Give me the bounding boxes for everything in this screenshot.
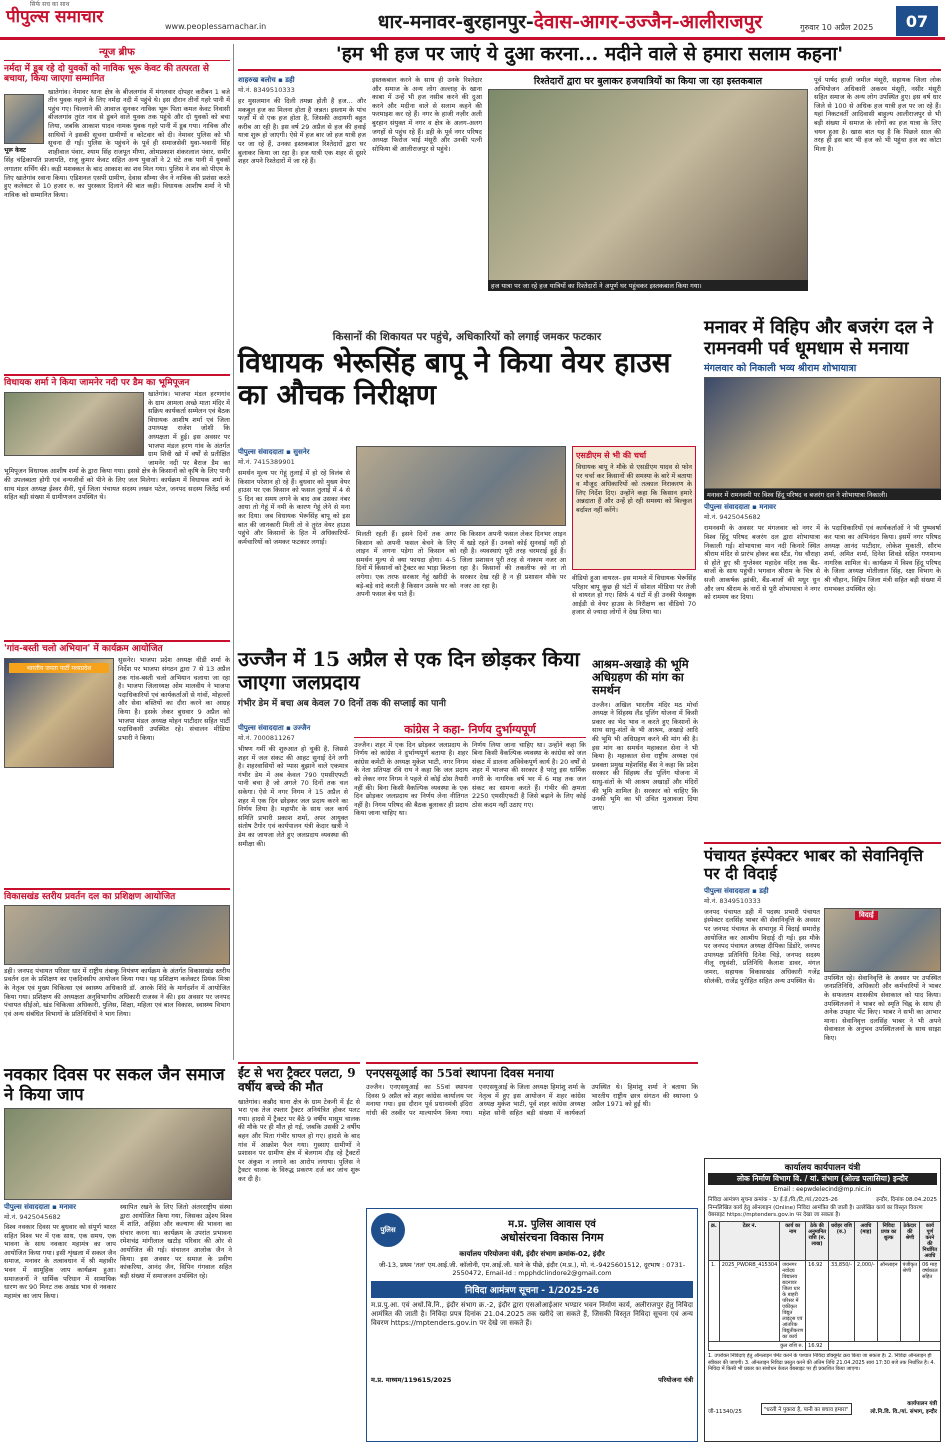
ujjain-col1: भीषण गर्मी की शुरुआत हो चुकी है, जिससे शहर में जल संकट की आहट सुनाई देने लगी है। शहरवासियों को प्यास बुझाने वाले एकमात्र गंभीर डेम में अब केवल 790 एमसीएफटी पानी बचा है जो अगले 70 दिनों तक चल सकेगा। ऐसे में नगर निगम ने 15 अप्रैल से शहर में एक दिन छोड़कर जल प्रदाय करने का निर्णय लिया है। महापौर के साथ जल कार्य समिति प्रभारी प्रकाश शर्मा, अपर आयुक्त संतोष टैगोर एवं कार्यपालन यंत्री केदार खत्री ने डेम का जायजा लेते हुए जलप्रदाय व्यवस्था की समीक्षा की। bbox=[238, 745, 348, 848]
navkar-story: नवकार दिवस पर सकल जैन समाज ने किया जाप पीपुल्स संवाददाता ▪ मनावर मो.नं. 9425045682 विश्व नवकार दिवस पर बुधवार को संपूर्ण भारत सहित विश्व भर में एक साथ, एक समय, एक भावना के साथ नवकार महामंत्र का जाप आयोजित किया गया। इसी शृंखला में सकल जैन समाज, मनावर के तत्वावधान में श्री महावीर भवन में सामूहिक जाप कार्यक्रम हुआ। समाजजनों ने धार्मिक परिधान में सामायिक धारण कर 90 मिनट तक अखंड भाव से नवकार महामंत्र का जाप किया। स्थापित रखने के लिए जितो अंतरराष्ट्रीय संस्था द्वारा आयोजित किया गया, जिसका उद्देश्य विश्व में शांति, अहिंसा और कल्याण की भावना का संचार करना था। कार्यक्रम के उपरांत प्रभावना रमेशचंद्र मांगीलाल खटोड़ परिवार की ओर से आयोजित की गई। संचालन आलोक जैन ने किया। इस अवसर पर समाज के प्रवीण कांकरिया, आनंद जैन, विपिन गंगवाल सहित बड़ी संख्या में समाजजन उपस्थित रहे। bbox=[4, 1066, 232, 1442]
sdm-box-title: एसडीएम से भी की चर्चा bbox=[576, 451, 647, 460]
pwd-col-header: कार्य पूर्ण करने की निर्धारित अवधि bbox=[920, 1222, 941, 1261]
boatman-photo-caption: भूरू केवट bbox=[4, 146, 26, 154]
pwd-signature-1: कार्यपालन यंत्री bbox=[907, 1401, 937, 1407]
weir-headline: विधायक भेरूसिंह बापू ने किया वेयर हाउस का औचक निरीक्षण bbox=[238, 346, 671, 412]
congress-headline: कांग्रेस ने कहा- निर्णय दुर्भाग्यपूर्ण bbox=[354, 724, 586, 738]
brief2-headline: विधायक शर्मा ने किया जामनेर नदी पर डैम का भूमिपूजन bbox=[4, 377, 190, 388]
pwd-table-header-row bbox=[709, 1222, 941, 1261]
pwd-cell: पंजीकृत श्रेणी bbox=[900, 1261, 920, 1342]
pwd-tender-ad bbox=[704, 1158, 941, 1442]
pwd-ref: जी-11340/25 bbox=[708, 1409, 742, 1415]
police-tender-ad bbox=[366, 1208, 698, 1442]
inspector-headline: पंचायत इंस्पेक्टर भाबर को सेवानिवृत्ति पर दी विदाई bbox=[704, 846, 924, 884]
pwd-cell: 16.92 bbox=[806, 1261, 829, 1342]
brief1-headline: नर्मदा में डूब रहे दो युवकों को नाविक भूरू केवट की तत्परता से बचाया, किया जाएगा सम्मानित bbox=[4, 64, 209, 85]
inspector-col2: उपस्थित रहे। सेवानिवृत्ति के अवसर पर उपस्थित जनप्रतिनिधि, अधिकारी और कर्मचारियों ने भाबर के सफलतम शासकीय सेवाकाल को याद किया। उपस्थितजनों ने भाबर को स्मृति चिह्न के साथ ही अनेक उपहार भेंट किए। भाबर ने सभी का आभार माना। सेवानिवृत्त दलसिंह भाबर ने भी अपने सेवाकाल के अनुभव उपस्थितजनों के साथ साझा किए। bbox=[824, 973, 941, 1042]
ujjain-subhead: गंभीर डेम में बचा अब केवल 70 दिनों तक की सप्लाई का पानी bbox=[238, 699, 446, 709]
pwd-cell: 33,850/- bbox=[828, 1261, 854, 1342]
ashram-headline: आश्रम-अखाड़े की भूमि अधिग्रहण की मांग का समर्थन bbox=[592, 657, 689, 698]
ramnavami-procession-photo bbox=[704, 377, 941, 489]
weir-col3: कि किसान अपनी फसल लेकर दिनभर लाइन में खड़े रहते हैं। उनको कोई सुनवाई नहीं हो रही है। व्यवस्थाएं पूरी तरह चरमराई हुई हैं। जिला प्रशासन पूरी तरह से नाकाम नजर आ रहा है। किसानों की तकलीफ को ना तो सरकार देख रही है न ही प्रशासन मौके पर नजर आ रहा है। bbox=[460, 530, 566, 590]
brief3-headline: 'गांव-बस्ती चलो अभियान' में कार्यक्रम आयोजित bbox=[4, 644, 163, 655]
nsui-body: उज्जैन। एनएसयूआई का 55वां स्थापना दिवस 9 अप्रैल को शहर कांग्रेस कार्यालय पर मनाया गया। इस दौरान पूर्व प्रधानमंत्री इंदिरा गांधी की तस्वीर पर माल्यार्पण किया गया। एनएसयूआई के जिला अध्यक्ष हिमांशु शर्मा के नेतृत्व में हुए इस आयोजन में शहर कांग्रेस अध्यक्ष मुकेश भाटी, पूर्व शहर कांग्रेस अध्यक्ष महेश सोनी सहित बड़ी संख्या में कार्यकर्ता उपस्थित थे। हिमांशु शर्मा ने बताया कि भारतीय राष्ट्रीय छात्र संगठन की स्थापना 9 अप्रैल 1971 को हुई थी। bbox=[366, 1083, 698, 1117]
weir-location: सुसनेर bbox=[293, 448, 310, 456]
region-part-2: देवास-आगर-उज्जैन-आलीराजपुर bbox=[533, 11, 763, 33]
hajj-col3: पूर्व पार्षद हाजी जमील मंसूरी, सहायक जिला लोक अभियोजन अधिकारी अकरम मंसूरी, नसीर मंसूरी सहित समाज के अन्य लोग उपस्थित हुए। इस वर्ष धार जिले से 100 से अधिक हज यात्री हज पर जा रहे हैं। यहां निकटवर्ती आदिवासी बाहुल्य आलीराजपुर से भी बड़ी संख्या में समाज के लोगों का हज यात्रा के लिए चयन हुआ है। खास बात यह है कि पिछले साल की तरह ही इस बार भी हज को भी पहुंचा हज का कोटा मिला है। bbox=[814, 76, 941, 153]
news-brief-label: न्यूज ब्रीफ bbox=[4, 44, 230, 61]
column-divider bbox=[233, 44, 234, 1060]
pwd-total-row bbox=[709, 1342, 941, 1351]
brief1-body: खातेगांव। नेमावर थाना क्षेत्र के बीजलगांव में मंगलवार दोपहर करीबन 1 बजे तीन युवक नहाने के लिए नर्मदा नदी में पहुंचे थे। इस दौरान तीनों गहरे पानी में पहुंच गए। चिल्लाने की आवाज सुनकर नाविक भूरू पिता कमल केवट निवासी बीजलगांव तुरंत नाव से डूबने वाले युवक तक पहुंचे और दो युवकों को बचा लिया, जबकि आकाश यादव नामक युवक गहरे पानी में डूब गया। नाविक और साथियों ने इसकी सूचना ग्रामीणों व कोटवार को दी। नेमावर पुलिस को भी सूचना दी गई। पुलिस के पहुंचने के पूर्व ही समाजसेवी युवा-भवानी सिंह शाहीवाल पंवार, श्याम सिंह राजपूत मीणा, ओमप्रकाश शंकरलाल पंवार, समीर सिंह चंद्रिकापति प्रजापति, राजू कुमार केवट सहित अन्य युवाओं ने 2 घंटे तक पानी में युवकों लगातार सर्चिंग की। कड़ी मशक्कत के बाद आकाश का शव मिल गया। पुलिस ने शव को पीएम के लिए खातेगांव रवाना किया। एडिशनल एसपी ग्रामीण, देवास सौम्या जैन ने नाविक की प्रशंसा करते हुए कलेक्टर से 10 हजार रु. का पुरस्कार दिलाने की बात कही। विधायक आशीष शर्मा ने भी नाविक को सम्मानित किया। bbox=[4, 87, 230, 199]
police-emblem-icon: पुलिस bbox=[371, 1213, 405, 1247]
navkar-byline: पीपुल्स संवाददाता bbox=[4, 1203, 50, 1212]
hajj-photo-caption: हज यात्रा पर जा रहे हज यात्रियों का रिश्तेदारों ने अपूर्ण घर पहुंचकर इस्तकबाल किया गया। bbox=[488, 280, 808, 291]
inspector-location: डही bbox=[759, 886, 769, 895]
farewell-banner: विदाई bbox=[855, 911, 878, 920]
weir-mobile: मो.नं. 7415389901 bbox=[238, 458, 295, 466]
website-url[interactable]: www.peoplessamachar.in bbox=[165, 22, 267, 31]
hajj-byline: शाहरुख बलोच bbox=[238, 76, 276, 84]
pwd-col-header: अवधि (माह) bbox=[854, 1222, 877, 1261]
weir-byline: पीपुल्स संवाददाता bbox=[238, 448, 284, 456]
hajj-story: 'हम भी हज पर जाएं ये दुआ करना... मदीने वाले से हमारा सलाम कहना' शाहरुख बलोच ▪ डही मो.नं. 8349510333 हर मुसलमान की दिली तमन्ना होती है हज... और मकबूल हज का मिलना होता है जन्नत। इस्लाम के पांच फर्ज़ों में से एक हज होता है, जिसकी अदायगी बहुत करीब आ रही है। इस वर्ष 29 अप्रैल से हज की हवाई यात्रा शुरू हो जाएगी। ऐसे में हज बार जो हज यात्री हज पर जा रहे हैं, उनका इस्तकबाल रिश्तेदारों द्वारा घर बुलाकर किया जा रहा है। हज यात्री एक शहर से दूसरे शहर अपने रिश्तेदारों में जा रहे हैं। इस्तकबाल करने के साथ ही उनके रिश्तेदार और समाज के अन्य लोग अल्लाह के खाना काबा में उन्हें भी हज नसीब करने की दुआ करने और मदीना वाले से सलाम कहने की फरमाइश कर रहे हैं। नगर के हाजी नज़ीर अली बुरहान संयुक्त में नगर व क्षेत्र के अलग-अलग जगहों से पहुंच रहे हैं। डही के पूर्व नगर परिषद अध्यक्ष फिरोज भाई मंसूरी और उनकी पत्नी सोफिया बी आलीराजपुर से पहुंचे। रिश्तेदारों द्वारा घर बुलाकर हजयात्रियों का किया जा रहा इस्तकबाल हज यात्रा पर जा रहे हज यात्रियों का रिश्तेदारों ने अपूर्ण घर पहुंचकर इस्तकबाल किया गया। पूर्व पार्षद हाजी जमील मंसूरी, सहायक जिला लोक अभियोजन अधिकारी अकरम मंसूरी, नसीर मंसूरी सहित समाज के अन्य लोग उपस्थित हुए। इस वर्ष धार जिले से 100 से अधिक हज यात्री हज पर जा रहे हैं। यहां निकटवर्ती आदिवासी बाहुल्य आलीराजपुर से भी बड़ी संख्या में समाज के लोगों का हज यात्रा के लिए चयन हुआ है। खास बात यह है कि पिछले साल की तरह ही इस बार भी हज को भी पहुंचा हज का कोटा मिला है। bbox=[238, 44, 941, 306]
brief3-body: सुसनेर। भाजपा प्रदेश अध्यक्ष वीडी शर्मा के निर्देश पर भाजपा संगठन द्वारा 7 से 13 अप्रैल तक गांव-बस्ती चलो अभियान चलाया जा रहा है। भाजपा जिलाध्यक्ष ओम मालवीय ने भाजपा पदाधिकारियों एवं कार्यकर्ताओं से गांवों, मोहल्लों और सेवा बस्तियों का दौरा करने का आग्रह किया है। इसके लेकर बुधवार 9 अप्रैल को भाजपा मंडल अध्यक्ष मोहन पाटीदार सहित पार्टी पदाधिकारी उपस्थित रहे। संचालन मीडिया प्रभारी ने किया। bbox=[118, 656, 230, 742]
pwd-slogan: "धरती ने पुकारा है, पानी का बचाव हमारा" bbox=[761, 1403, 852, 1415]
weir-story: किसानों की शिकायत पर पहुंचे, अधिकारियों को लगाई जमकर फटकार विधायक भेरूसिंह बापू ने किया वेयर हाउस का औचक निरीक्षण पीपुल्स संवाददाता ▪ सुसनेर मो.नं. 7415389901 समर्थन मूल्य पर गेहूं तुलाई में हो रहे विलंब से किसान परेशान हो रहे हैं। बुधवार को मुख्य वेयर हाउस पर एक किसान को फसल तुलाई में 4 से 5 दिन का समय लगने के बाद अब उसका नंबर आया तो गेहूं में नमी के कारण गेहूं लेने से मना कर दिया। जब विधायक भेरूसिंह बापू को इस बात की जानकारी मिली तो वे तुरंत वेयर हाउस पहुंचे और किसानों के हित में अधिकारियों-कर्मचारियों को जमकर फटकार लगाई। मिलती रहती हैं। इसने दिनों तक अगर किसान को अपनी फसल बेचने के लिए लाइन में लगना पड़ेगा तो किसान को समर्थन मूल्य से क्या फायदा होगा। 4-5 दिनों में किसानों को ट्रैक्टर का भाड़ा कितना लगेगा। एक तरफ सरकार गेहूं खरीदी के बड़े-बड़े वादे करती है किसान उसके घर को अपनी फसल बेच पाते हैं। कि किसान अपनी फसल लेकर दिनभर लाइन में खड़े रहते हैं। उनको कोई सुनवाई नहीं हो रही है। व्यवस्थाएं पूरी तरह चरमराई हुई हैं। जिला प्रशासन पूरी तरह से नाकाम नजर आ रहा है। किसानों की तकलीफ को ना तो सरकार देख रही है न ही प्रशासन मौके पर नजर आ रहा है। एसडीएम से भी की चर्चा विधायक बापू ने मौके से एसडीएम यादव से फोन पर चर्चा कर किसानों की समस्या के बारे में बताया व मौजूद अधिकारियों को तत्काल निराकरण के लिए निर्देश दिए। उन्होंने कहा कि किसान हमारे अन्नदाता हैं और उन्हें हो रही समस्या को बिल्कुल बर्दाश्त नहीं करेंगे। वीडियो हुआ वायरल- इस मामले में विधायक भेरूसिंह परिहार बापू कुछ ही घंटों में सोशल मीडिया पर तेजी से वायरल हो गए। सिर्फ 4 घंटों में ही उनकी फेसबुक आईडी से वेयर हाउस के निरीक्षण का वीडियो 70 हजार से ज्यादा लोगों ने देख लिया था। bbox=[238, 330, 696, 640]
ashram-body: उज्जैन। अखिल भारतीय मंदिर मठ मोर्चा अध्यक्ष ने सिंहस्थ लैंड पूलिंग योजना में किसी प्रकार का भेद भाव न करते हुए किसानों के साथ साधु-संतों के भी आश्रम, अखाड़े आदि की भूमि भी अधिग्रहण करने की मांग की है। इस मांग का समर्थन महाकाल सेना ने भी किया है। महाकाल सेना राष्ट्रीय अध्यक्ष एवं प्रवक्ता प्रमुख महेशसिंह बैंस ने कहा कि प्रदेश सरकार की सिंहस्थ लैंड पूलिंग योजना में साधु-संतों के भी आश्रम अखाड़ों और मंदिरों की भूमि शामिल है। सरकार को चाहिए कि उनकी भूमि का भी उचित मुआवजा दिया जाए। bbox=[592, 700, 698, 812]
pwd-col-header: निविदा प्रपत्र का शुल्क bbox=[877, 1222, 900, 1261]
hajj-pilgrims-photo bbox=[488, 89, 808, 289]
sdm-box bbox=[572, 446, 696, 570]
farewell-photo bbox=[824, 908, 941, 972]
training-photo bbox=[4, 905, 230, 965]
ujjain-col3: निर्णय लिया जाना चाहिए था। उन्होंने कहा कि बिना किसी वैकल्पिक व्यवस्था के कांग्रेस को जल संकट में डालना अविवेकपूर्ण कार्य है। 20 वर्षों से शहर में भाजपा की सरकार है परंतु इस धार्मिक नगरी के नागरिक वर्ष भर में 6 माह तक जल संकट का सामना करते हैं। गंभीर की क्षमता 2250 एमसीएफटी है जिसे बढ़ाने के लिए कोई ठोस कदम नहीं उठाए गए। bbox=[472, 740, 586, 809]
police-org-line1: म.प्र. पुलिस आवास एवं bbox=[508, 1218, 596, 1230]
pwd-tender-table bbox=[708, 1221, 941, 1351]
ujjain-mobile: मो.नं. 7000811267 bbox=[238, 734, 295, 742]
ramnavami-subhead: मंगलवार को निकाली भव्य श्रीराम शोभायात्रा bbox=[704, 363, 857, 375]
sdm-box-text: विधायक बापू ने मौके से एसडीएम यादव से फोन पर चर्चा कर किसानों की समस्या के बारे में बताया व मौजूद अधिकारियों को तत्काल निराकरण के लिए निर्देश दिए। उन्होंने कहा कि किसान हमारे अन्नदाता हैं और उन्हें हो रही समस्या को बिल्कुल बर्दाश्त नहीं करेंगे। bbox=[576, 463, 692, 514]
pwd-title-2: लोक निर्माण विभाग वि. / यां. संभाग (ओल्ड पलासिया) इन्दौर bbox=[708, 1173, 937, 1185]
pwd-cell: जयनगर नवोदय विद्यालय बदनावर जिला धार के बाहरी परिसर में एकीकृत विद्युत लाइट्स एवं आंतरिक विद्युतीकरण का कार्य bbox=[780, 1261, 806, 1342]
navkar-mobile: मो.नं. 9425045682 bbox=[4, 1213, 61, 1222]
navkar-headline: नवकार दिवस पर सकल जैन समाज ने किया जाप bbox=[4, 1065, 225, 1105]
weir-col1: समर्थन मूल्य पर गेहूं तुलाई में हो रहे विलंब से किसान परेशान हो रहे हैं। बुधवार को मुख्य वेयर हाउस पर एक किसान को फसल तुलाई में 4 से 5 दिन का समय लगने के बाद अब उसका नंबर आया तो गेहूं में नमी के कारण गेहूं लेने से मना कर दिया। जब विधायक भेरूसिंह बापू को इस बात की जानकारी मिली तो वे तुरंत वेयर हाउस पहुंचे और किसानों के हित में अधिकारियों-कर्मचारियों को जमकर फटकार लगाई। bbox=[238, 469, 350, 546]
pwd-notice-no: निविदा आमंत्रण सूचना क्रमांक - 3/ ई.ई./वि./टि./यां./2025-26 bbox=[708, 1197, 838, 1203]
ramnavami-byline: पीपुल्स संवाददाता bbox=[704, 503, 750, 512]
brief2-body: खातेगांव। भाजपा मंडल हरणगांव के ग्राम आमला अच्छे माता मंदिर में सक्रिय कार्यकर्ता सम्मेलन एवं बैठक विधायक आशीष शर्मा एवं जिला उपाध्यक्ष राजेश जोशी कि अध्यक्षता में हुई। इस अवसर पर भाजपा मंडल हरण गांव के अंतर्गत ग्राम शिवी खो में वर्षों से प्रतीक्षित जामनेर नदी पर बैराज डैम का भूमिपूजन विधायक आशीष शर्मा के द्वारा किया गया। इससे क्षेत्र के किसानों को कृषि के लिए पानी की उपलब्धता होगी एवं वन्यजीवों को पीने के लिए जल मिलेगा। कार्यक्रम में विधायक शर्मा के साथ मंडल अध्यक्ष ईश्वर सैनी, पूर्व जिला पंचायत सदस्य लखन पटेल, जनपद सदस्य जितेंद्र वर्मा सहित बड़ी संख्या में ग्रामीणजन उपस्थित थे। bbox=[4, 390, 230, 502]
hajj-col2: इस्तकबाल करने के साथ ही उनके रिश्तेदार और समाज के अन्य लोग अल्लाह के खाना काबा में उन्हें भी हज नसीब करने की दुआ करने और मदीना वाले से सलाम कहने की फरमाइश कर रहे हैं। नगर के हाजी नज़ीर अली बुरहान संयुक्त में नगर व क्षेत्र के अलग-अलग जगहों से पहुंच रहे हैं। डही के पूर्व नगर परिषद अध्यक्ष फिरोज भाई मंसूरी और उनकी पत्नी सोफिया बी आलीराजपुर से पहुंचे। bbox=[372, 76, 482, 153]
table-row bbox=[709, 1261, 941, 1342]
ramnavami-photo-caption: मनावर में रामनवमी पर विश्व हिंदू परिषद व बजरंग दल ने शोभायात्रा निकाली। bbox=[704, 489, 941, 500]
pwd-cell: ऑनलाइन bbox=[877, 1261, 900, 1342]
ujjain-location: उज्जैन bbox=[293, 724, 311, 732]
tractor-story bbox=[238, 1062, 360, 1442]
nsui-story bbox=[366, 1062, 698, 1202]
tractor-headline: ईंट से भरा ट्रैक्टर पलटा, 9 वर्षीय बच्चे की मौत bbox=[238, 1066, 356, 1094]
pwd-col-header: धरोहर राशि (रु.) bbox=[828, 1222, 854, 1261]
brief4-headline: विकासखंड स्तरीय प्रवर्तन दल का प्रशिक्षण आयोजित bbox=[4, 892, 176, 903]
navkar-jaap-photo bbox=[4, 1108, 232, 1200]
inspector-byline: पीपुल्स संवाददाता bbox=[704, 886, 750, 895]
brief4-body: डही। जनपद पंचायत परिसर धार में राष्ट्रीय तंबाकू नियंत्रण कार्यक्रम के अंतर्गत विकासखंड स्तरीय प्रवर्तन दल के प्रशिक्षण का एकदिवसीय आयोजन किया गया। यह प्रशिक्षण कलेक्टर प्रियंक मिश्रा के नेतृत्व एवं मुख्य चिकित्सा एवं स्वास्थ्य अधिकारी डॉ. आरके शिंदे के मार्गदर्शन में आयोजित किया गया। प्रशिक्षण की अध्यक्षता अनुविभागीय अधिकारी राजस्व ने की। इस अवसर पर जनपद पंचायत सीईओ, खंड चिकित्सा अधिकारी, पुलिस, शिक्षा, महिला एवं बाल विकास, स्वास्थ्य विभाग एवं अन्य संबंधित विभागों के प्रतिनिधियों ने भाग लिया। bbox=[4, 966, 230, 1018]
page-number: 07 bbox=[896, 6, 938, 36]
pwd-col-header: टेंडर नं. bbox=[719, 1222, 780, 1261]
inspector-col1: जनपद पंचायत डही में पदस्थ प्रभारी पंचायत इंस्पेक्टर दलसिंह भाबर की सेवानिवृत्ति के अवसर पर जनपद पंचायत के सभागृह में विदाई समारोह आयोजित कर आत्मीय विदाई दी गई। इस मौके पर जनपद पंचायत अध्यक्ष दीपिका डिंडोरे, जनपद उपाध्यक्ष प्रतिनिधि दिनेश चिड़े, जनपद सदस्य नीलू रघुवंशी, प्रतिनिधि कैलाश डावर, मंगल जमरा, सहायक विकासखंड अधिकारी गजेंद्र सोलंकी, राजेंद्र पुरोहित सहित अन्य उपस्थित थे। bbox=[704, 907, 820, 985]
pwd-col-header: कार्य का नाम bbox=[780, 1222, 806, 1261]
pwd-cell: 2,000/- bbox=[854, 1261, 877, 1342]
police-ref: म.प्र. माध्यम/119615/2025 bbox=[371, 1376, 452, 1384]
issue-date: गुरुवार 10 अप्रैल 2025 bbox=[800, 23, 874, 32]
pwd-total-value: 16.92 bbox=[806, 1342, 829, 1351]
hajj-mobile: मो.नं. 8349510333 bbox=[238, 86, 295, 94]
police-signature: परियोजना यंत्री bbox=[658, 1376, 693, 1384]
region-part-1: धार-मनावर-बुरहानपुर- bbox=[377, 11, 534, 33]
pwd-email[interactable]: Email : eepwdelecind@mp.nic.in bbox=[773, 1186, 872, 1193]
ramnavami-mobile: मो.नं. 9425045682 bbox=[704, 513, 761, 522]
pwd-signature-2: लो.नि.वि. वि./यां. संभाग, इन्दौर bbox=[870, 1409, 937, 1415]
pwd-cell: 2025_PWDRB_415304 bbox=[719, 1261, 780, 1342]
ashram-story bbox=[592, 658, 698, 1058]
navkar-col1: विश्व नवकार दिवस पर बुधवार को संपूर्ण भारत सहित विश्व भर में एक साथ, एक समय, एक भावना के साथ नवकार महामंत्र का जाप आयोजित किया गया। इसी शृंखला में सकल जैन समाज, मनावर के तत्वावधान में श्री महावीर भवन में सामूहिक जाप कार्यक्रम हुआ। समाजजनों ने धार्मिक परिधान में सामायिक धारण कर 90 मिनट तक अखंड भाव से नवकार महामंत्र का जाप किया। bbox=[4, 1223, 116, 1300]
police-office: कार्यालय परियोजना यंत्री, इंदौर संभाग क्रमांक-02, इंदौर bbox=[459, 1250, 605, 1258]
ujjain-col2: उज्जैन। शहर में एक दिन छोड़कर जलप्रदाय के निर्णय को कांग्रेस ने दुर्भाग्यपूर्ण बताया है। शहर कांग्रेस कमेटी के अध्यक्ष मुकेश भाटी, नगर निगम के नेता प्रतिपक्ष रवि राय ने कहा कि जल प्रदाय को लेकर नगर निगम ने पहले से कोई ठोस तैयारी नहीं की। बिना किसी वैकल्पिक व्यवस्था के एक दिन छोड़कर जलप्रदाय का निर्णय लेना नीतिगत नहीं है। निगम परिषद की बैठक बुलाकर ही प्रदाय किया जाना चाहिए था। bbox=[354, 740, 468, 818]
pwd-col-header: क्र. bbox=[709, 1222, 720, 1261]
pwd-notes: 1. उपरोक्त निविदाएं हेतु ऑनलाइन पेमेंट करने के पश्चात निविदा डॉक्यूमेंट क्रय किया जा सकता है। 2. निविदा ऑनलाइन ही स्वीकार की जाएगी। 3. ऑनलाइन निविदा प्रस्तुत करने की अंतिम तिथि 21.04.2025 सायं 17:30 बजे तक निर्धारित है। 4. निविदा में किसी भी प्रकार का संशोधन केवल वेबसाइट पर ही प्रकाशित किया जाएगा। bbox=[708, 1353, 936, 1372]
ujjain-water-story: उज्जैन में 15 अप्रैल से एक दिन छोड़कर किया जाएगा जलप्रदाय गंभीर डेम में बचा अब केवल 70 दिनों तक की सप्लाई का पानी पीपुल्स संवाददाता ▪ उज्जैन मो.नं. 7000811267 भीषण गर्मी की शुरुआत हो चुकी है, जिससे शहर में जल संकट की आहट सुनाई देने लगी है। शहरवासियों को प्यास बुझाने वाले एकमात्र गंभीर डेम में अब केवल 790 एमसीएफटी पानी बचा है जो अगले 70 दिनों तक चल सकेगा। ऐसे में नगर निगम ने 15 अप्रैल से शहर में एक दिन छोड़कर जल प्रदाय करने का निर्णय लिया है। महापौर के साथ जल कार्य समिति प्रभारी प्रकाश शर्मा, अपर आयुक्त संतोष टैगोर एवं कार्यपालन यंत्री केदार खत्री ने डेम का जायजा लेते हुए जलप्रदाय व्यवस्था की समीक्षा की। कांग्रेस ने कहा- निर्णय दुर्भाग्यपूर्ण उज्जैन। शहर में एक दिन छोड़कर जलप्रदाय के निर्णय को कांग्रेस ने दुर्भाग्यपूर्ण बताया है। शहर कांग्रेस कमेटी के अध्यक्ष मुकेश भाटी, नगर निगम के नेता प्रतिपक्ष रवि राय ने कहा कि जल प्रदाय को लेकर नगर निगम ने पहले से कोई ठोस तैयारी नहीं की। बिना किसी वैकल्पिक व्यवस्था के एक दिन छोड़कर जलप्रदाय का निर्णय लेना नीतिगत नहीं है। निगम परिषद की बैठक बुलाकर ही प्रदाय किया जाना चाहिए था। निर्णय लिया जाना चाहिए था। उन्होंने कहा कि बिना किसी वैकल्पिक व्यवस्था के कांग्रेस को जल संकट में डालना अविवेकपूर्ण कार्य है। 20 वर्षों से शहर में भाजपा की सरकार है परंतु इस धार्मिक नगरी के नागरिक वर्ष भर में 6 माह तक जल संकट का सामना करते हैं। गंभीर की क्षमता 2250 एमसीएफटी है जिसे बढ़ाने के लिए कोई ठोस कदम नहीं उठाए गए। bbox=[238, 648, 586, 1058]
logo-tagline: सिर्फ सच का साथ bbox=[30, 1, 70, 8]
newspaper-logo: पीपुल्स समाचार bbox=[6, 7, 104, 27]
weir-col4: वीडियो हुआ वायरल- इस मामले में विधायक भेरूसिंह परिहार बापू कुछ ही घंटों में सोशल मीडिया पर तेजी से वायरल हो गए। सिर्फ 4 घंटों में ही उनकी फेसबुक आईडी से वेयर हाउस के निरीक्षण का वीडियो 70 हजार से ज्यादा लोगों ने देख लिया था। bbox=[572, 574, 696, 617]
ramnavami-col2: के पदाधिकारियों एवं कार्यकर्ताओं ने भी पुष्पवर्षा कर यात्रा का अभिनंदन किया। इसमें नगर परिषद अध्यक्ष आनंद पाटीदार, लोकेश मुकाती, सौरभ शर्मा, अमित शर्मा, दिनेश शिवडे सहित गणमान्य नागरिक शामिल थे। कार्यक्रम में विश्व हिंदू परिषद के जिला अध्यक्ष मोतीलाल सिंह, रक्षा विभाग के श्री चौहान, विहिप जिला मंत्री सहित बड़ी संख्या में रामभक्त उपस्थित रहे। bbox=[824, 524, 941, 593]
pwd-cell: 06 माह वर्षाकाल सहित bbox=[920, 1261, 941, 1342]
ramnavami-location: मनावर bbox=[759, 503, 776, 512]
police-address: जी-13, प्रथम 'तल' एम.आई.जी. कॉलोनी, एम.आई.जी. थाने के पीछे, इंदौर (म.प्र.), मो. नं.-9425601512, दूरभाष : 0731-2550472, Email-Id : mpphdclindore2@gmail.com bbox=[378, 1261, 686, 1277]
police-notice-title: निविदा आमंत्रण सूचना - 1/2025-26 bbox=[371, 1281, 693, 1298]
weir-col2: मिलती रहती हैं। इसने दिनों तक अगर किसान को अपनी फसल बेचने के लिए लाइन में लगना पड़ेगा तो किसान को समर्थन मूल्य से क्या फायदा होगा। 4-5 दिनों में किसानों को ट्रैक्टर का भाड़ा कितना लगेगा। एक तरफ सरकार गेहूं खरीदी के बड़े-बड़े वादे करती है किसान उसके घर को अपनी फसल बेच पाते हैं। bbox=[356, 530, 456, 599]
pwd-total-label: कुल राशि रु. bbox=[709, 1342, 806, 1351]
nsui-headline: एनएसयूआई का 55वां स्थापना दिवस मनाया bbox=[366, 1066, 554, 1080]
news-brief-column bbox=[4, 44, 230, 1062]
masthead bbox=[0, 0, 945, 40]
ujjain-headline: उज्जैन में 15 अप्रैल से एक दिन छोड़कर किया जाएगा जलप्रदाय bbox=[238, 647, 580, 694]
weir-inspection-photo bbox=[356, 446, 566, 526]
ramnavami-col1: रामनवमी के अवसर पर मंगलवार को नगर में विश्व हिंदू परिषद बजरंग दल द्वारा शोभायात्रा निकाली गई। शोभायात्रा मान नदी किनारे स्थित श्रीराम मंदिर से प्रारंभ होकर बस स्टैंड, गेस चौराहा से होते हुए श्री गुप्तेश्वर महादेव मंदिर तक बैंड-बाजों के साथ पहुंची। भगवान श्रीराम के चित्र से सजी आकर्षक झांकी, बैंड-बाजों की मधुर धुन और जय श्रीराम के नारों से पूरी शोभायात्रा ने नगर को राममय कर दिया। bbox=[704, 524, 820, 602]
weir-kicker: किसानों की शिकायत पर पहुंचे, अधिकारियों को लगाई जमकर फटकार bbox=[332, 331, 602, 343]
police-notice-body: म.प्र.पु.आ. एवं अधो.वि.नि., इंदौर संभाग क्र.-2, इंदौर द्वारा एसओआईआर भण्डार भवन निर्माण कार्य, अलीराजपुर हेतु निविदा आमंत्रित की जाती है। निविदा प्रपत्र दिनांक 21.04.2025 तक खरीदे जा सकते हैं, जिसकी विस्तृत निविदा सूचना एवं अन्य विवरण https://mptenders.gov.in पर देखे जा सकते हैं। bbox=[371, 1301, 693, 1327]
hajj-location: डही bbox=[285, 76, 295, 84]
hajj-col1: हर मुसलमान की दिली तमन्ना होती है हज... और मकबूल हज का मिलना होता है जन्नत। इस्लाम के पांच फर्ज़ों में से एक हज होता है, जिसकी अदायगी बहुत करीब आ रही है। इस वर्ष 29 अप्रैल से हज की हवाई यात्रा शुरू हो जाएगी। ऐसे में हज बार जो हज यात्री हज पर जा रहे हैं, उनका इस्तकबाल रिश्तेदारों द्वारा घर बुलाकर किया जा रहा है। हज यात्री एक शहर से दूसरे शहर अपने रिश्तेदारों में जा रहे हैं। bbox=[238, 97, 366, 166]
hajj-headline: 'हम भी हज पर जाएं ये दुआ करना... मदीने वाले से हमारा सलाम कहना' bbox=[335, 43, 844, 65]
navkar-location: मनावर bbox=[59, 1203, 76, 1212]
inspector-story: पंचायत इंस्पेक्टर भाबर को सेवानिवृत्ति पर दी विदाई पीपुल्स संवाददाता ▪ डही मो.नं. 8349510333 जनपद पंचायत डही में पदस्थ प्रभारी पंचायत इंस्पेक्टर दलसिंह भाबर की सेवानिवृत्ति के अवसर पर जनपद पंचायत के सभागृह में विदाई समारोह आयोजित कर आत्मीय विदाई दी गई। इस मौके पर जनपद पंचायत अध्यक्ष दीपिका डिंडोरे, जनपद उपाध्यक्ष प्रतिनिधि दिनेश चिड़े, जनपद सदस्य नीलू रघुवंशी, प्रतिनिधि कैलाश डावर, मंगल जमरा, सहायक विकासखंड अधिकारी गजेंद्र सोलंकी, राजेंद्र पुरोहित सहित अन्य उपस्थित थे। विदाई उपस्थित रहे। सेवानिवृत्ति के अवसर पर उपस्थित जनप्रतिनिधि, अधिकारी और कर्मचारियों ने भाबर के सफलतम शासकीय सेवाकाल को याद किया। उपस्थितजनों ने भाबर को स्मृति चिह्न के साथ ही अनेक उपहार भेंट किए। भाबर ने सभी का आभार माना। सेवानिवृत्त दलसिंह भाबर ने भी अपने सेवाकाल के अनुभव उपस्थितजनों के साथ साझा किए। bbox=[704, 842, 941, 1154]
bjp-banner-text: भारतीय जनता पार्टी मध्यप्रदेश bbox=[9, 663, 109, 673]
hajj-photo-title: रिश्तेदारों द्वारा घर बुलाकर हजयात्रियों का किया जा रहा इस्तकबाल bbox=[533, 76, 763, 87]
ramnavami-headline: मनावर में विहिप और बजरंग दल ने रामनवमी पर्व धूमधाम से मनाया bbox=[704, 317, 933, 359]
region-banner bbox=[270, 6, 870, 36]
ujjain-byline: पीपुल्स संवाददाता bbox=[238, 724, 284, 732]
ramnavami-story: मनावर में विहिप और बजरंग दल ने रामनवमी पर्व धूमधाम से मनाया मंगलवार को निकाली भव्य श्रीराम शोभायात्रा मनावर में रामनवमी पर विश्व हिंदू परिषद व बजरंग दल ने शोभायात्रा निकाली। पीपुल्स संवाददाता ▪ मनावर मो.नं. 9425045682 रामनवमी के अवसर पर मंगलवार को नगर में विश्व हिंदू परिषद बजरंग दल द्वारा शोभायात्रा निकाली गई। शोभायात्रा मान नदी किनारे स्थित श्रीराम मंदिर से प्रारंभ होकर बस स्टैंड, गेस चौराहा से होते हुए श्री गुप्तेश्वर महादेव मंदिर तक बैंड-बाजों के साथ पहुंची। भगवान श्रीराम के चित्र से सजी आकर्षक झांकी, बैंड-बाजों की मधुर धुन और जय श्रीराम के नारों से पूरी शोभायात्रा ने नगर को राममय कर दिया। के पदाधिकारियों एवं कार्यकर्ताओं ने भी पुष्पवर्षा कर यात्रा का अभिनंदन किया। इसमें नगर परिषद अध्यक्ष आनंद पाटीदार, लोकेश मुकाती, सौरभ शर्मा, अमित शर्मा, दिनेश शिवडे सहित गणमान्य नागरिक शामिल थे। कार्यक्रम में विश्व हिंदू परिषद के जिला अध्यक्ष मोतीलाल सिंह, रक्षा विभाग के श्री चौहान, विहिप जिला मंत्री सहित बड़ी संख्या में रामभक्त उपस्थित रहे। bbox=[704, 318, 941, 840]
navkar-col2: स्थापित रखने के लिए जितो अंतरराष्ट्रीय संस्था द्वारा आयोजित किया गया, जिसका उद्देश्य विश्व में शांति, अहिंसा और कल्याण की भावना का संचार करना था। कार्यक्रम के उपरांत प्रभावना रमेशचंद्र मांगीलाल खटोड़ परिवार की ओर से आयोजित की गई। संचालन आलोक जैन ने किया। इस अवसर पर समाज के प्रवीण कांकरिया, आनंद जैन, विपिन गंगवाल सहित बड़ी संख्या में समाजजन उपस्थित रहे। bbox=[120, 1203, 232, 1280]
police-org-line2: अधोसंरचना विकास निगम bbox=[500, 1230, 604, 1244]
inspector-mobile: मो.नं. 8349510333 bbox=[704, 896, 761, 905]
pwd-title-1: कार्यालय कार्यपालन यंत्री bbox=[784, 1163, 861, 1173]
tractor-body: खातेगांव। कन्नौद थाना क्षेत्र के ग्राम टेकनी में ईंट से भरा एक तेज रफ्तार ट्रैक्टर अनियंत्रित होकर पलट गया। हादसे में ट्रैक्टर पर बैठे 9 वर्षीय मासूम चालक की मौके पर ही मौत हो गई, जबकि उसकी 2 वर्षीय बहन और पिता गंभीर घायल हो गए। हादसे के बाद गांव में आक्रोश फैल गया। गुस्साए ग्रामीणों ने प्रशासन पर ग्रामीण क्षेत्र में बेलगाम दौड़ रहे ट्रैक्टरों पर अंकुश न लगाने का आरोप लगाया। पुलिस ने ट्रैक्टर चालक के विरुद्ध प्रकरण दर्ज कर जांच शुरू कर दी है। bbox=[238, 1097, 360, 1183]
pwd-notice-date: इन्दौर, दिनांक 08.04.2025 bbox=[876, 1197, 937, 1203]
pwd-intro: निम्नलिखित कार्य हेतु ऑनलाइन (Online) निविदा आमंत्रित की जाती है। उल्लेखित कार्य का विस्तृत विवरण वेबसाइट https://mptenders.gov.in पर देखा जा सकता है। bbox=[708, 1205, 923, 1218]
pwd-col-header: ठेके की अनुमानित राशि (रु. लाख) bbox=[806, 1222, 829, 1261]
pwd-col-header: ठेकेदार की श्रेणी bbox=[900, 1222, 920, 1261]
pwd-cell: 1. bbox=[709, 1261, 720, 1342]
